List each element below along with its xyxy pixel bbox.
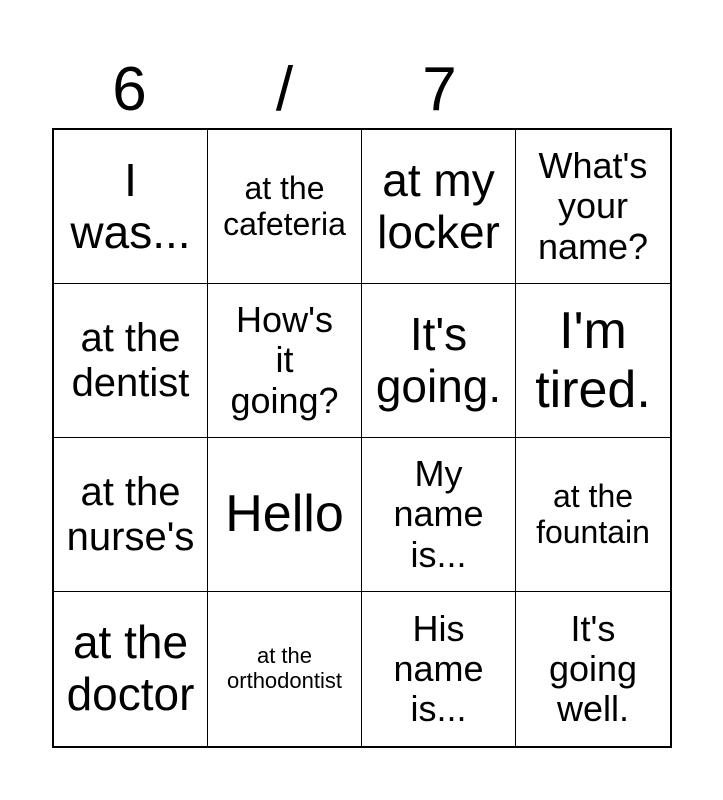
bingo-cell[interactable] bbox=[54, 592, 208, 746]
bingo-cell[interactable] bbox=[208, 592, 362, 746]
cell-text: at the dentist bbox=[71, 315, 190, 405]
cell-text: at my locker bbox=[377, 153, 500, 258]
cell-text: I'm tired. bbox=[535, 302, 651, 419]
bingo-board bbox=[52, 128, 672, 748]
bingo-cell[interactable] bbox=[362, 130, 516, 284]
cell-text: at the cafeteria bbox=[223, 169, 346, 242]
bingo-cell[interactable] bbox=[362, 284, 516, 438]
bingo-cell[interactable] bbox=[362, 438, 516, 592]
bingo-cell[interactable] bbox=[208, 438, 362, 592]
cell-text: How's it going? bbox=[230, 299, 339, 421]
bingo-cell[interactable] bbox=[54, 130, 208, 284]
bingo-cell[interactable] bbox=[208, 130, 362, 284]
bingo-cell[interactable] bbox=[516, 592, 670, 746]
header-letter-3: 7 bbox=[422, 55, 457, 124]
cell-text: It's going well. bbox=[548, 607, 638, 730]
bingo-cell[interactable] bbox=[208, 284, 362, 438]
bingo-cell[interactable] bbox=[54, 284, 208, 438]
cell-text: My name is... bbox=[393, 453, 484, 575]
cell-text: I was... bbox=[70, 153, 191, 258]
cell-text: at the doctor bbox=[66, 616, 195, 720]
cell-text: at the orthodontist bbox=[227, 643, 342, 693]
cell-text: at the nurse's bbox=[66, 469, 195, 559]
bingo-cell[interactable] bbox=[54, 438, 208, 592]
bingo-cell[interactable] bbox=[362, 592, 516, 746]
bingo-cell[interactable] bbox=[516, 284, 670, 438]
bingo-cell[interactable] bbox=[516, 130, 670, 284]
cell-text: It's going. bbox=[375, 307, 502, 412]
cell-text: His name is... bbox=[393, 607, 484, 730]
header-letter-4 bbox=[517, 52, 672, 128]
cell-text: Hello bbox=[225, 485, 344, 544]
cell-text: What's your name? bbox=[537, 145, 649, 267]
cell-text: at the fountain bbox=[536, 477, 650, 550]
bingo-header bbox=[52, 52, 672, 128]
header-letter-2: / bbox=[275, 55, 294, 124]
bingo-cell[interactable] bbox=[516, 438, 670, 592]
header-letter-1: 6 bbox=[112, 55, 147, 124]
